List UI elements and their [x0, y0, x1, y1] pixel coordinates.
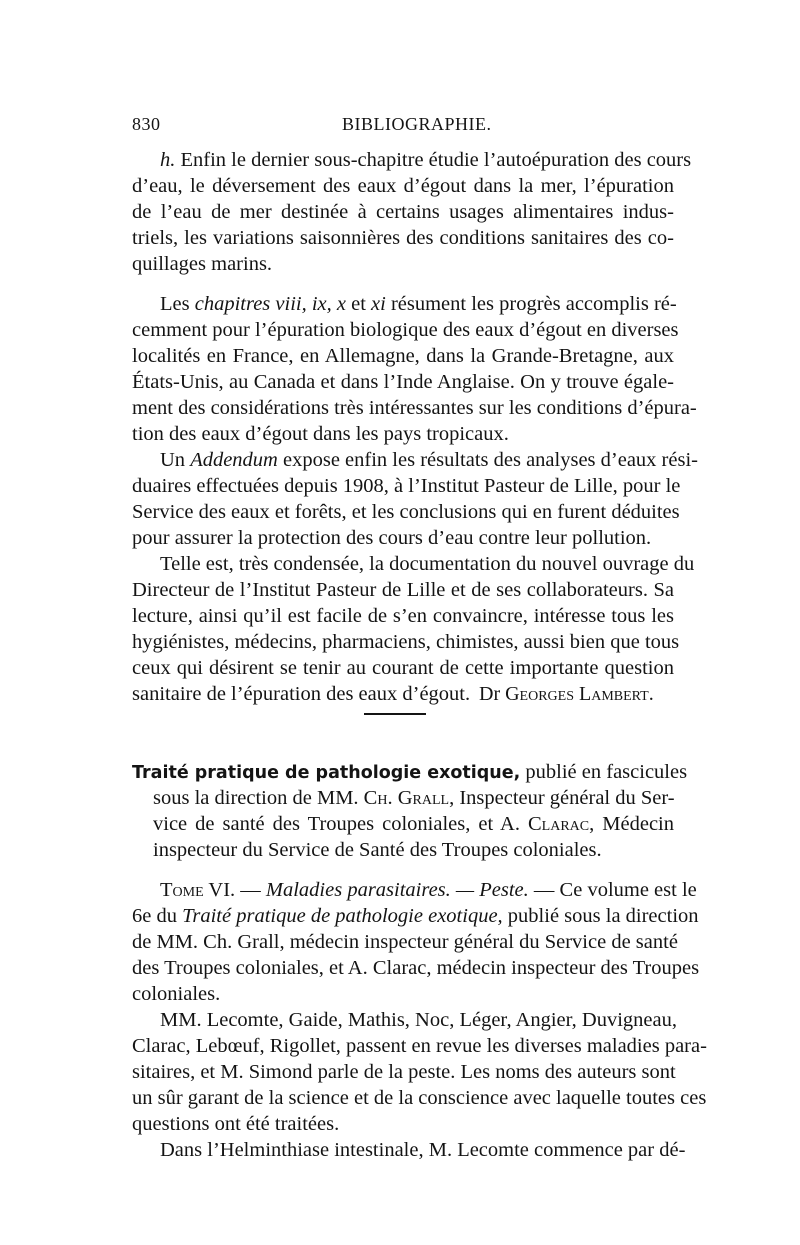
- page-number: 830: [132, 114, 161, 134]
- page-header: [132, 114, 674, 140]
- text-line: États-Unis, au Canada et dans l’Inde Anglaise. On y trouve égale-: [132, 371, 674, 393]
- text-line: des Troupes coloniales, et A. Clarac, médecin inspecteur des Troupes: [132, 957, 700, 979]
- book-title: Traité pratique de pathologie exotique,: [132, 763, 521, 783]
- text-line: vice de santé des Troupes coloniales, et A. Clarac, Médecin: [153, 813, 674, 835]
- text-line: localités en France, en Allemagne, dans la Grande-Bretagne, aux: [132, 345, 674, 367]
- text-line: Les chapitres viii, ix, x et xi résument les progrès accomplis ré-: [160, 293, 677, 315]
- text-line: Service des eaux et forêts, et les conclusions qui en furent déduites: [132, 501, 680, 523]
- text-line: sitaires, et M. Simond parle de la peste. Les noms des auteurs sont: [132, 1061, 676, 1083]
- text-line: inspecteur du Service de Santé des Troupes coloniales.: [153, 839, 602, 861]
- text-line: sanitaire de l’épuration des eaux d’égout.: [132, 683, 471, 705]
- text-line: Traité pratique de pathologie exotique, publié en fascicules: [132, 761, 688, 783]
- text-line: questions ont été traitées.: [132, 1113, 340, 1135]
- text-line: Tome VI. — Maladies parasitaires. — Peste. — Ce volume est le: [160, 879, 697, 901]
- text-line: cemment pour l’épuration biologique des eaux d’égout en diverses: [132, 319, 679, 341]
- running-title: BIBLIOGRAPHIE.: [342, 114, 492, 134]
- text-line: de MM. Ch. Grall, médecin inspecteur général du Service de santé: [132, 931, 678, 953]
- signature: [479, 683, 654, 706]
- text-line: MM. Lecomte, Gaide, Mathis, Noc, Léger, Angier, Duvigneau,: [160, 1009, 677, 1031]
- text-line: ceux qui désirent se tenir au courant de cette importante question: [132, 657, 674, 679]
- text-line: 6e du Traité pratique de pathologie exotique, publié sous la direction: [132, 905, 699, 927]
- text-line: Dans l’Helminthiase intestinale, M. Lecomte commence par dé-: [160, 1139, 686, 1161]
- text-line: lecture, ainsi qu’il est facile de s’en convaincre, intéresse tous les: [132, 605, 674, 627]
- text-line: quillages marins.: [132, 253, 273, 275]
- text-line: duaires effectuées depuis 1908, à l’Institut Pasteur de Lille, pour le: [132, 475, 681, 497]
- text-line: de l’eau de mer destinée à certains usages alimentaires indus-: [132, 201, 674, 223]
- text-line: Directeur de l’Institut Pasteur de Lille et de ses collaborateurs. Sa: [132, 579, 674, 601]
- text-line: Telle est, très condensée, la documentation du nouvel ouvrage du: [160, 553, 695, 575]
- text-line: tion des eaux d’égout dans les pays tropicaux.: [132, 423, 509, 445]
- text-line: sous la direction de MM. Ch. Grall, Inspecteur général du Ser-: [153, 787, 675, 809]
- text-line: d’eau, le déversement des eaux d’égout dans la mer, l’épuration: [132, 175, 674, 197]
- text-line: Clarac, Lebœuf, Rigollet, passent en revue les diverses maladies para-: [132, 1035, 707, 1057]
- text-line: un sûr garant de la science et de la conscience avec laquelle toutes ces: [132, 1087, 707, 1109]
- section-divider: [364, 713, 426, 715]
- text-line: Un Addendum expose enfin les résultats des analyses d’eaux rési-: [160, 449, 698, 471]
- text-line: ment des considérations très intéressantes sur les conditions d’épura-: [132, 397, 697, 419]
- text-line: triels, les variations saisonnières des conditions sanitaires des co-: [132, 227, 674, 249]
- text-line: coloniales.: [132, 983, 221, 1005]
- text-line: hygiénistes, médecins, pharmaciens, chimistes, aussi bien que tous: [132, 631, 680, 653]
- signature-title: Dr: [479, 683, 501, 705]
- signature-name: Georges Lambert.: [505, 683, 654, 705]
- text-line: h. Enfin le dernier sous-chapitre étudie l’autoépuration des cours: [160, 149, 692, 171]
- text-line: pour assurer la protection des cours d’eau contre leur pollution.: [132, 527, 652, 549]
